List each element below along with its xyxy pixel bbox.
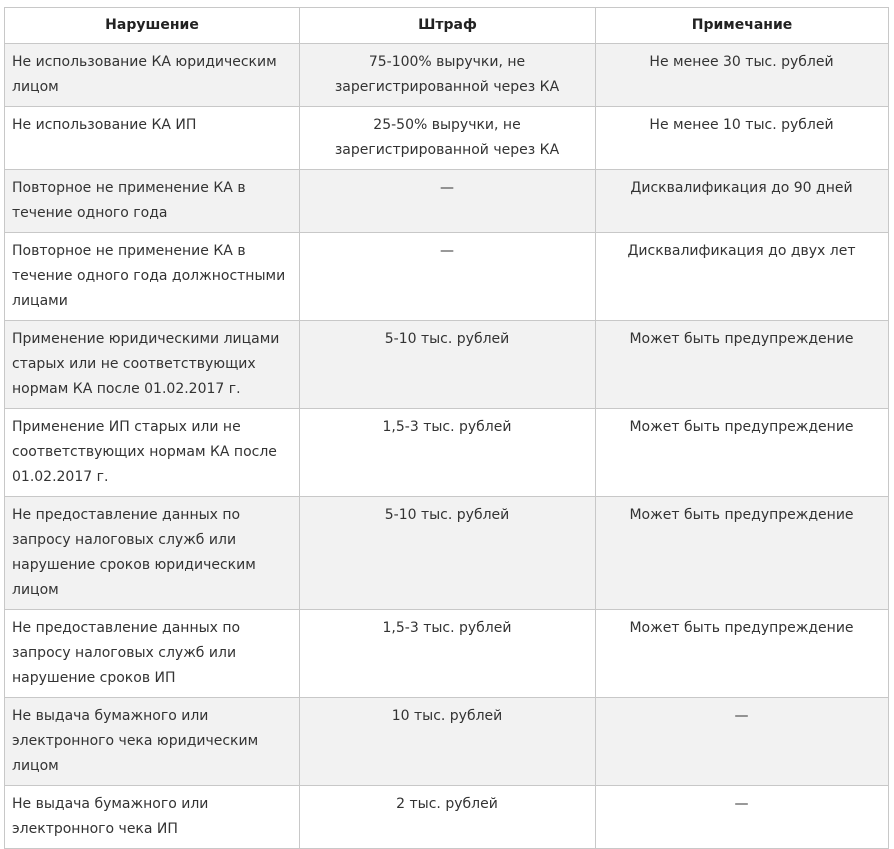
table-row [5,321,889,409]
cell-note: Не менее 30 тыс. рублей [596,44,889,107]
fines-table [4,7,889,849]
cell-fine: 25-50% выручки, не зарегистрированной через КА [300,107,596,170]
table-row [5,786,889,849]
table-row [5,170,889,233]
cell-violation: Повторное не применение КА в течение одного года [5,170,300,233]
cell-fine: 5-10 тыс. рублей [300,497,596,610]
cell-fine: 1,5-3 тыс. рублей [300,610,596,698]
table-row [5,233,889,321]
cell-violation: Применение ИП старых или не соответствующих нормам КА после 01.02.2017 г. [5,409,300,497]
cell-fine: 10 тыс. рублей [300,698,596,786]
header-note: Примечание [596,8,889,44]
cell-violation: Применение юридическими лицами старых или не соответствующих нормам КА после 01.02.2017 г. [5,321,300,409]
cell-violation: Не выдача бумажного или электронного чека ИП [5,786,300,849]
cell-note: — [596,786,889,849]
cell-note: Может быть предупреждение [596,610,889,698]
cell-note: Дисквалификация до двух лет [596,233,889,321]
cell-violation: Не использование КА юридическим лицом [5,44,300,107]
table-row [5,107,889,170]
cell-fine: — [300,170,596,233]
cell-note: — [596,698,889,786]
table-row [5,497,889,610]
cell-note: Дисквалификация до 90 дней [596,170,889,233]
cell-fine: 75-100% выручки, не зарегистрированной через КА [300,44,596,107]
cell-violation: Повторное не применение КА в течение одного года должностными лицами [5,233,300,321]
cell-violation: Не предоставление данных по запросу налоговых служб или нарушение сроков ИП [5,610,300,698]
table-row [5,610,889,698]
header-row [5,8,889,44]
cell-violation: Не предоставление данных по запросу налоговых служб или нарушение сроков юридическим лицом [5,497,300,610]
table-row [5,409,889,497]
cell-fine: — [300,233,596,321]
header-violation: Нарушение [5,8,300,44]
cell-fine: 2 тыс. рублей [300,786,596,849]
cell-violation: Не использование КА ИП [5,107,300,170]
cell-violation: Не выдача бумажного или электронного чека юридическим лицом [5,698,300,786]
table-row [5,698,889,786]
header-fine: Штраф [300,8,596,44]
table-row [5,44,889,107]
cell-note: Может быть предупреждение [596,321,889,409]
cell-fine: 1,5-3 тыс. рублей [300,409,596,497]
cell-note: Не менее 10 тыс. рублей [596,107,889,170]
cell-note: Может быть предупреждение [596,497,889,610]
cell-note: Может быть предупреждение [596,409,889,497]
cell-fine: 5-10 тыс. рублей [300,321,596,409]
